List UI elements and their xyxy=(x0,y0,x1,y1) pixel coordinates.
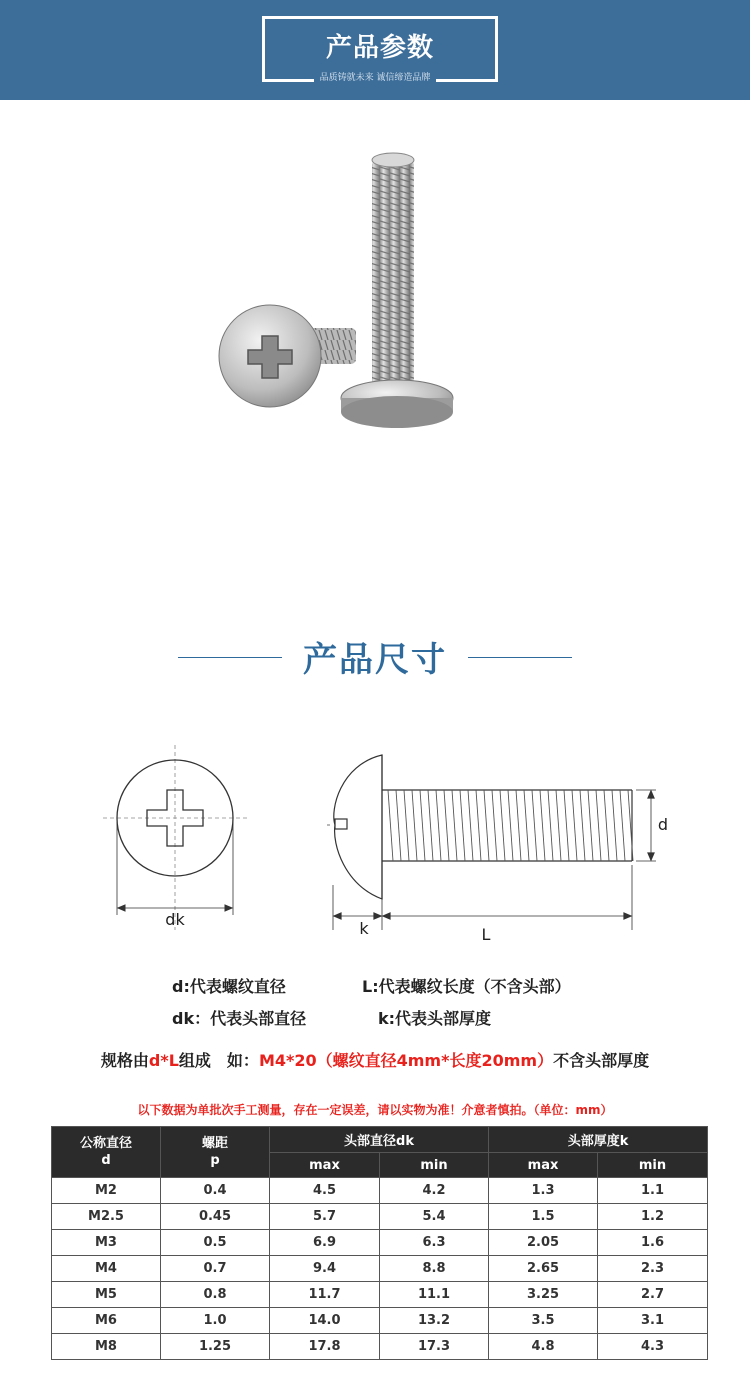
cell-k-max: 1.3 xyxy=(489,1178,598,1204)
thread-line xyxy=(492,790,497,861)
header-k-max: max xyxy=(489,1153,598,1178)
cell-dk-min: 17.3 xyxy=(380,1334,489,1360)
header-k-min: min xyxy=(598,1153,708,1178)
cell-pitch: 0.4 xyxy=(161,1178,270,1204)
table-row xyxy=(52,1308,708,1334)
header-nominal-line1: 公称直径 xyxy=(79,1136,132,1151)
table-row xyxy=(52,1178,708,1204)
cell-dk-min: 11.1 xyxy=(380,1282,489,1308)
cell-pitch: 1.0 xyxy=(161,1308,270,1334)
thread-line xyxy=(468,790,473,861)
cell-k-max: 2.65 xyxy=(489,1256,598,1282)
cell-dk-max: 9.4 xyxy=(270,1256,380,1282)
spec-example xyxy=(0,1048,750,1071)
top-view xyxy=(103,745,248,930)
thread-line xyxy=(412,790,417,861)
cell-pitch: 1.25 xyxy=(161,1334,270,1360)
label-L: L xyxy=(481,925,491,944)
thread-line xyxy=(588,790,593,861)
measurement-notice: 以下数据为单批次手工测量，存在一定误差，请以实物为准！介意者慎拍。（单位：mm） xyxy=(137,1103,613,1117)
cell-dk-max: 5.7 xyxy=(270,1204,380,1230)
thread-line xyxy=(572,790,577,861)
vertical-screw xyxy=(341,153,453,428)
thread-line xyxy=(540,790,545,861)
thread-line xyxy=(596,790,601,861)
cell-dk-max: 11.7 xyxy=(270,1282,380,1308)
table-row xyxy=(52,1204,708,1230)
thread-line xyxy=(516,790,521,861)
cell-nominal-diameter: M8 xyxy=(52,1334,161,1360)
horizontal-screw xyxy=(219,305,356,407)
header-banner xyxy=(0,0,750,100)
thread-line xyxy=(612,790,617,861)
thread-line xyxy=(452,790,457,861)
cell-nominal-diameter: M5 xyxy=(52,1282,161,1308)
cell-nominal-diameter: M4 xyxy=(52,1256,161,1282)
header-nominal xyxy=(52,1127,161,1178)
cell-pitch: 0.45 xyxy=(161,1204,270,1230)
spec-table xyxy=(51,1126,708,1360)
cell-nominal-diameter: M2 xyxy=(52,1178,161,1204)
table-row xyxy=(52,1282,708,1308)
banner-subtitle-text: 品质铸就未来 诚信缔造品牌 xyxy=(314,73,437,83)
header-head-thickness: 头部厚度k xyxy=(489,1127,708,1153)
legend-k: k:代表头部厚度 xyxy=(378,1009,492,1028)
thread-line xyxy=(500,790,505,861)
header-pitch xyxy=(161,1127,270,1178)
header-dk-max: max xyxy=(270,1153,380,1178)
cell-k-min: 4.3 xyxy=(598,1334,708,1360)
table-row xyxy=(52,1334,708,1360)
cell-k-min: 1.1 xyxy=(598,1178,708,1204)
thread-line xyxy=(484,790,489,861)
banner-title: 产品参数 xyxy=(325,33,434,63)
side-view xyxy=(327,755,656,930)
spec-mid: 组成 如： xyxy=(178,1051,259,1070)
cell-dk-min: 5.4 xyxy=(380,1204,489,1230)
spec-highlight-example: M4*20（螺纹直径4mm*长度20mm） xyxy=(258,1051,554,1070)
header-head-diameter: 头部直径dk xyxy=(270,1127,489,1153)
table-row xyxy=(52,1256,708,1282)
cell-k-min: 2.7 xyxy=(598,1282,708,1308)
thread-line xyxy=(388,790,393,861)
cell-k-max: 3.25 xyxy=(489,1282,598,1308)
thread-line xyxy=(604,790,609,861)
thread-line xyxy=(460,790,465,861)
legend-d: d:代表螺纹直径 xyxy=(172,977,286,996)
cell-pitch: 0.8 xyxy=(161,1282,270,1308)
section-title: 产品尺寸 xyxy=(303,640,447,680)
cell-dk-min: 13.2 xyxy=(380,1308,489,1334)
thread-line xyxy=(524,790,529,861)
spec-suffix: 不含头部厚度 xyxy=(553,1051,650,1070)
cell-dk-max: 17.8 xyxy=(270,1334,380,1360)
thread-line xyxy=(580,790,585,861)
cell-k-min: 2.3 xyxy=(598,1256,708,1282)
thread-line xyxy=(564,790,569,861)
table-row xyxy=(52,1230,708,1256)
legend-L: L:代表螺纹长度（不含头部） xyxy=(362,977,571,996)
thread-line xyxy=(556,790,561,861)
spec-prefix: 规格由 xyxy=(100,1051,149,1070)
thread-line xyxy=(620,790,625,861)
header-dk-min: min xyxy=(380,1153,489,1178)
thread-line xyxy=(444,790,449,861)
thread-line xyxy=(436,790,441,861)
header-pitch-line2: p xyxy=(210,1153,220,1168)
cell-dk-max: 4.5 xyxy=(270,1178,380,1204)
label-k: k xyxy=(359,919,369,938)
cell-pitch: 0.5 xyxy=(161,1230,270,1256)
thread-line xyxy=(532,790,537,861)
cell-dk-max: 6.9 xyxy=(270,1230,380,1256)
cell-k-min: 3.1 xyxy=(598,1308,708,1334)
banner-subtitle xyxy=(0,70,750,83)
thread-line xyxy=(420,790,425,861)
cell-nominal-diameter: M6 xyxy=(52,1308,161,1334)
cell-k-max: 3.5 xyxy=(489,1308,598,1334)
spec-highlight-dl: d*L xyxy=(148,1051,179,1070)
thread-line xyxy=(404,790,409,861)
cell-k-max: 1.5 xyxy=(489,1204,598,1230)
cell-dk-min: 8.8 xyxy=(380,1256,489,1282)
cell-k-max: 4.8 xyxy=(489,1334,598,1360)
dimension-diagram xyxy=(0,735,750,950)
label-dk: dk xyxy=(165,910,185,929)
product-photo xyxy=(0,100,750,620)
cell-k-max: 2.05 xyxy=(489,1230,598,1256)
cell-k-min: 1.2 xyxy=(598,1204,708,1230)
cell-nominal-diameter: M2.5 xyxy=(52,1204,161,1230)
thread-line xyxy=(476,790,481,861)
cell-dk-max: 14.0 xyxy=(270,1308,380,1334)
cell-nominal-diameter: M3 xyxy=(52,1230,161,1256)
cell-dk-min: 6.3 xyxy=(380,1230,489,1256)
label-d: d xyxy=(657,815,669,834)
thread-line xyxy=(428,790,433,861)
thread-line xyxy=(508,790,513,861)
cell-pitch: 0.7 xyxy=(161,1256,270,1282)
header-pitch-line1: 螺距 xyxy=(201,1136,228,1151)
thread-line xyxy=(548,790,553,861)
cell-k-min: 1.6 xyxy=(598,1230,708,1256)
legend-dk: dk：代表头部直径 xyxy=(172,1009,307,1028)
spec-table-body xyxy=(52,1178,708,1360)
thread-line xyxy=(396,790,401,861)
cell-dk-min: 4.2 xyxy=(380,1178,489,1204)
header-nominal-line2: d xyxy=(101,1153,111,1168)
